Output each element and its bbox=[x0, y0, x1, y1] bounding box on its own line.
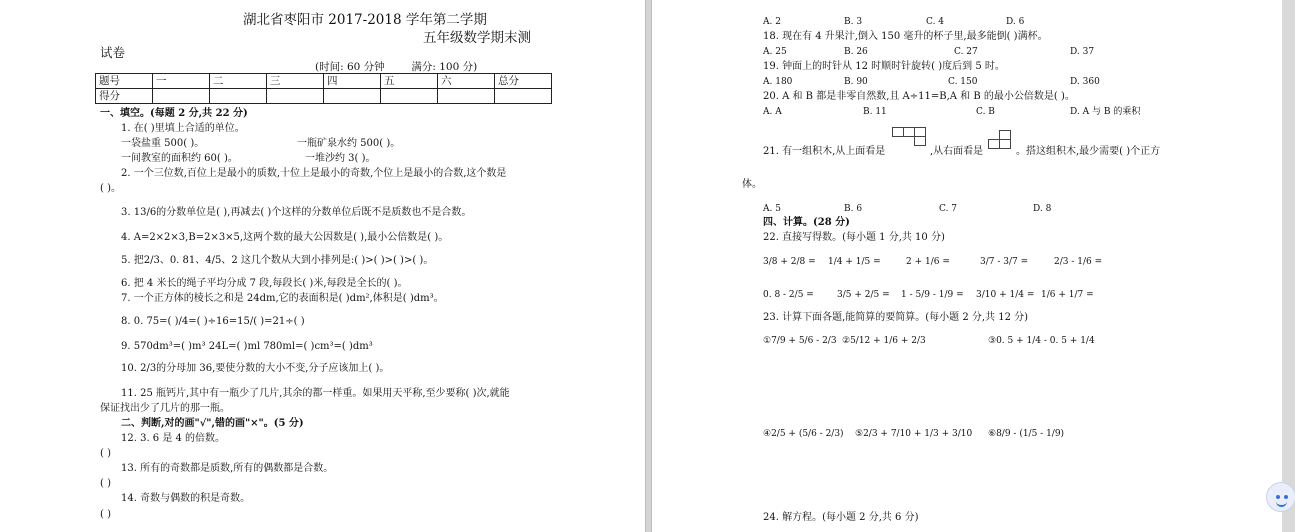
q19-option-d: D. 360 bbox=[1070, 77, 1100, 87]
q21-option-d: D. 8 bbox=[1033, 204, 1052, 214]
exam-meta: (时间: 60 分钟 满分: 100 分) bbox=[315, 61, 478, 73]
section-4-heading: 四、计算。(28 分) bbox=[763, 217, 850, 228]
q22-item: 3/7 - 3/7 = bbox=[980, 257, 1029, 267]
q22-item: 1/6 + 1/7 = bbox=[1041, 290, 1094, 300]
question-21-part1: 21. 有一组积木,从上面看是 bbox=[763, 146, 886, 157]
q23-item: ④2/5 + (5/6 - 2/3) bbox=[763, 429, 844, 439]
left-page bbox=[0, 0, 645, 532]
score-cell: 一 bbox=[153, 74, 210, 89]
question-1b: 一瓶矿泉水约 500( )。 bbox=[297, 138, 401, 149]
doc-title-line1: 湖北省枣阳市 2017-2018 学年第二学期 bbox=[243, 12, 487, 28]
score-cell: 得分 bbox=[96, 89, 153, 104]
score-cell: 四 bbox=[324, 74, 381, 89]
right-page bbox=[652, 0, 1282, 532]
question-24: 24. 解方程。(每小题 2 分,共 6 分) bbox=[763, 512, 919, 523]
q18-option-a: A. 25 bbox=[763, 47, 787, 57]
score-cell bbox=[495, 89, 552, 104]
score-cell bbox=[438, 89, 495, 104]
doc-title-line2: 五年级数学期末测 bbox=[423, 30, 531, 46]
question-5: 5. 把2/3、0. 81、4/5、2 这几个数从大到小排列是:( )>( )>( )>( )。 bbox=[121, 255, 434, 266]
page-gutter bbox=[645, 0, 652, 532]
score-cell bbox=[153, 89, 210, 104]
q22-item: 3/8 + 2/8 = bbox=[763, 257, 816, 267]
score-cell bbox=[381, 89, 438, 104]
question-1a: 一袋盐重 500( )。 bbox=[121, 138, 205, 149]
score-cell bbox=[267, 89, 324, 104]
score-cell bbox=[324, 89, 381, 104]
chat-assistant-icon[interactable] bbox=[1266, 482, 1295, 512]
score-cell: 五 bbox=[381, 74, 438, 89]
question-21-part3: 。搭这组积木,最少需要( )个正方 bbox=[1016, 146, 1161, 157]
q20-option-c: C. B bbox=[976, 107, 995, 117]
question-10: 10. 2/3的分母加 36,要使分数的大小不变,分子应该加上( )。 bbox=[121, 363, 390, 374]
question-21-part2: ,从右面看是 bbox=[930, 146, 984, 157]
q19-option-b: B. 90 bbox=[844, 77, 868, 87]
q22-item: 2/3 - 1/6 = bbox=[1054, 257, 1103, 267]
top-view-figure bbox=[890, 125, 930, 159]
question-1: 1. 在( )里填上合适的单位。 bbox=[121, 123, 245, 134]
q22-item: 3/5 + 2/5 = bbox=[837, 290, 890, 300]
question-21-part4: 体。 bbox=[742, 179, 762, 190]
q18-option-c: C. 27 bbox=[954, 47, 978, 57]
question-22: 22. 直接写得数。(每小题 1 分,共 10 分) bbox=[763, 232, 945, 243]
question-11: 11. 25 瓶钙片,其中有一瓶少了几片,其余的都一样重。如果用天平称,至少要称( )次,就能 bbox=[121, 388, 510, 399]
question-4: 4. A=2×2×3,B=2×3×5,这两个数的最大公因数是( ),最小公倍数是( )。 bbox=[121, 232, 449, 243]
q23-item: ⑤2/3 + 7/10 + 1/3 + 3/10 bbox=[855, 429, 973, 439]
question-2-answer: ( )。 bbox=[100, 183, 121, 194]
question-8: 8. 0. 75=( )/4=( )÷16=15/( )=21÷( ) bbox=[121, 316, 305, 327]
q17-option-c: C. 4 bbox=[926, 17, 945, 27]
question-14: 14. 奇数与偶数的积是奇数。 bbox=[121, 493, 251, 504]
question-23: 23. 计算下面各题,能简算的要简算。(每小题 2 分,共 12 分) bbox=[763, 312, 1029, 323]
q21-option-c: C. 7 bbox=[939, 204, 958, 214]
q22-item: 0. 8 - 2/5 = bbox=[763, 290, 814, 300]
q19-option-c: C. 150 bbox=[948, 77, 978, 87]
doc-title-line3: 试卷 bbox=[100, 45, 126, 60]
question-20: 20. A 和 B 都是非零自然数,且 A÷11=B,A 和 B 的最小公倍数是( )。 bbox=[763, 91, 1075, 102]
question-2: 2. 一个三位数,百位上是最小的质数,十位上是最小的奇数,个位上是最小的合数,这个数是 bbox=[121, 168, 507, 179]
q22-item: 1/4 + 1/5 = bbox=[828, 257, 881, 267]
answer-paren-12: ( ) bbox=[100, 448, 111, 459]
q23-item: ③0. 5 + 1/4 - 0. 5 + 1/4 bbox=[988, 336, 1095, 346]
q17-option-a: A. 2 bbox=[763, 17, 781, 27]
score-table-score-row bbox=[96, 89, 552, 104]
q21-option-a: A. 5 bbox=[763, 204, 781, 214]
question-7: 7. 一个正方体的棱长之和是 24dm,它的表面积是( )dm²,体积是( )dm³。 bbox=[121, 293, 444, 304]
section-1-heading: 一、填空。(每题 2 分,共 22 分) bbox=[100, 108, 248, 119]
q22-item: 2 + 1/6 = bbox=[906, 257, 950, 267]
q19-option-a: A. 180 bbox=[763, 77, 793, 87]
score-cell bbox=[210, 89, 267, 104]
q18-option-b: B. 26 bbox=[844, 47, 868, 57]
score-cell: 六 bbox=[438, 74, 495, 89]
question-6: 6. 把 4 米长的绳子平均分成 7 段,每段长( )米,每段是全长的( )。 bbox=[121, 278, 408, 289]
q17-option-d: D. 6 bbox=[1006, 17, 1025, 27]
section-2-heading: 二、判断,对的画"√",错的画"×"。(5 分) bbox=[121, 418, 304, 429]
question-18: 18. 现在有 4 升果汁,倒入 150 毫升的杯子里,最多能倒( )满杯。 bbox=[763, 31, 1048, 42]
q23-item: ①7/9 + 5/6 - 2/3 bbox=[763, 336, 837, 346]
question-3: 3. 13/6的分数单位是( ),再减去( )个这样的分数单位后既不是质数也不是合数。 bbox=[121, 207, 472, 218]
answer-paren-14: ( ) bbox=[100, 509, 111, 520]
question-1d: 一堆沙约 3( )。 bbox=[305, 153, 376, 164]
q22-item: 3/10 + 1/4 = bbox=[976, 290, 1035, 300]
q21-option-b: B. 6 bbox=[844, 204, 863, 214]
q22-item: 1 - 5/9 - 1/9 = bbox=[901, 290, 964, 300]
score-cell: 二 bbox=[210, 74, 267, 89]
q23-item: ②5/12 + 1/6 + 2/3 bbox=[842, 336, 926, 346]
question-13: 13. 所有的奇数都是质数,所有的偶数都是合数。 bbox=[121, 463, 334, 474]
answer-paren-13: ( ) bbox=[100, 478, 111, 489]
q18-option-d: D. 37 bbox=[1070, 47, 1095, 57]
question-12: 12. 3. 6 是 4 的倍数。 bbox=[121, 433, 226, 444]
question-11-cont: 保证找出少了几片的那一瓶。 bbox=[100, 403, 230, 414]
score-table bbox=[95, 73, 552, 104]
q20-option-d: D. A 与 B 的乘积 bbox=[1070, 107, 1141, 117]
question-19: 19. 钟面上的时针从 12 时顺时针旋转( )度后到 5 时。 bbox=[763, 61, 1005, 72]
score-table-header-row bbox=[96, 74, 552, 89]
right-view-figure bbox=[988, 128, 1018, 160]
q17-option-b: B. 3 bbox=[844, 17, 863, 27]
q20-option-a: A. A bbox=[763, 107, 782, 117]
score-cell: 总分 bbox=[495, 74, 552, 89]
right-gutter bbox=[1282, 0, 1295, 532]
question-1c: 一间教室的面积约 60( )。 bbox=[121, 153, 238, 164]
score-cell: 题号 bbox=[96, 74, 153, 89]
q20-option-b: B. 11 bbox=[863, 107, 887, 117]
score-cell: 三 bbox=[267, 74, 324, 89]
question-9: 9. 570dm³=( )m³ 24L=( )ml 780ml=( )cm³=( )dm³ bbox=[121, 341, 373, 352]
q23-item: ⑥8/9 - (1/5 - 1/9) bbox=[988, 429, 1065, 439]
